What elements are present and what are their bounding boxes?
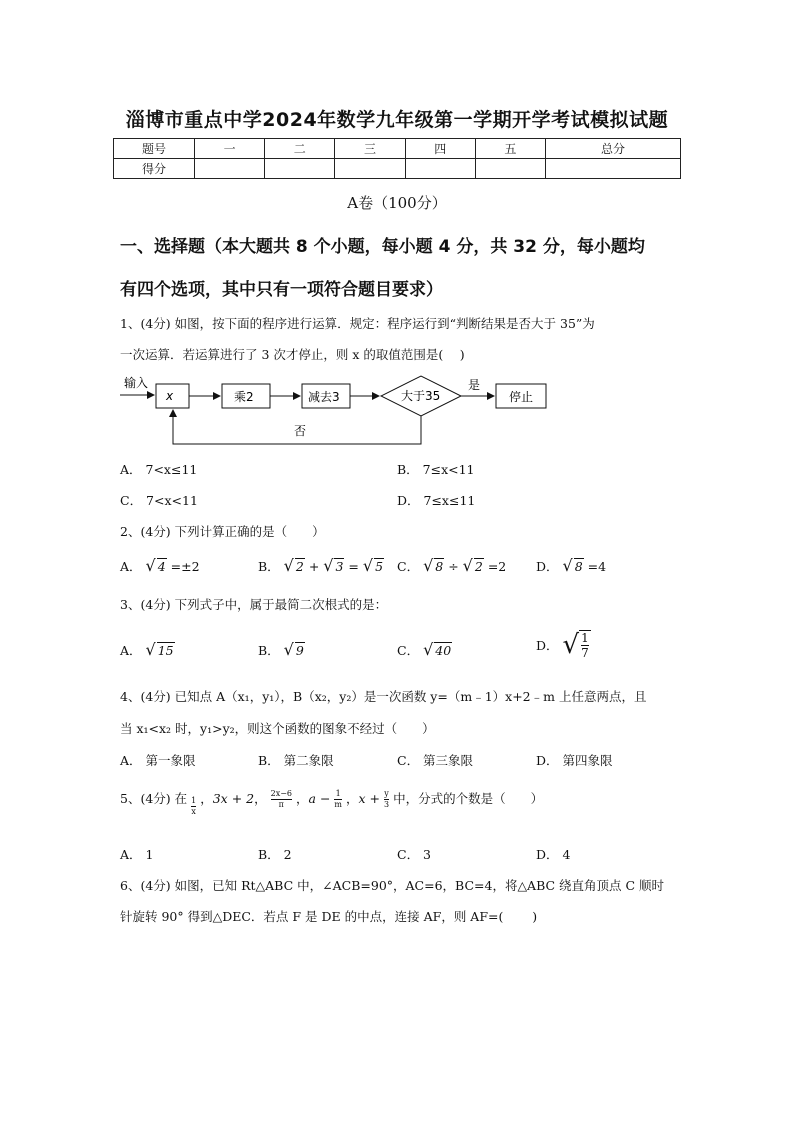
q5-fraction-3 [271, 789, 292, 810]
q1-flowchart [118, 372, 558, 448]
q3-option-a[interactable]: A． √ 15 [120, 640, 174, 659]
q3-a-radicand: 15 [157, 643, 174, 658]
q2-c-radicand2: 2 [474, 559, 483, 574]
q4-option-d[interactable]: D． 第四象限 [536, 753, 613, 768]
q5-f3-num: 2x−6 [270, 789, 293, 798]
q5-prefix: 5、(4分) 在 [120, 791, 188, 806]
q5-option-b[interactable]: B． 2 [258, 847, 292, 862]
q3-option-b[interactable]: B． √ 9 [258, 640, 304, 659]
q2-b-plus: + [308, 559, 320, 574]
score-table-score-row [114, 159, 681, 179]
q5-f1-num: 1 [191, 796, 197, 805]
q2-b-radicand1: 2 [295, 559, 304, 574]
q5-f3-den: π [278, 800, 284, 809]
q2-option-c[interactable]: C． √ 8 ÷ √ 2 =2 [397, 556, 507, 575]
score-header-cell: 五 [475, 139, 545, 159]
q3-d-denominator: 7 [581, 646, 589, 660]
q5-fraction-4 [334, 789, 342, 810]
q2-option-d[interactable]: D． √ 8 =4 [536, 556, 607, 575]
flow-box-x-label: x [166, 389, 174, 403]
q1-stem-line1: 1、(4分) 如图，按下面的程序进行运算．规定：程序运行到“判断结果是否大于 35”为 [120, 316, 595, 331]
score-cell[interactable] [475, 159, 545, 179]
q2-d-label: D． [536, 559, 559, 574]
score-table-header-row [114, 139, 681, 159]
score-header-cell: 一 [195, 139, 265, 159]
q2-a-rest: =±2 [170, 559, 200, 574]
q2-stem: 2、(4分) 下列计算正确的是（ ） [120, 524, 325, 539]
q2-c-rest: =2 [487, 559, 507, 574]
q2-a-label: A． [120, 559, 142, 574]
q5-expr-5: x + [358, 791, 380, 806]
q2-b-radicand2: 3 [335, 559, 344, 574]
q5-f5-den: 3 [383, 800, 390, 809]
flow-box-sub-label: 减去3 [308, 390, 340, 404]
q3-d-label: D． [536, 638, 559, 653]
q5-f4-den: m [334, 800, 342, 809]
q4-option-a[interactable]: A． 第一象限 [120, 753, 196, 768]
q2-d-rest: =4 [587, 559, 607, 574]
q3-a-label: A． [120, 643, 142, 658]
score-cell[interactable] [405, 159, 475, 179]
q2-c-radicand1: 8 [435, 559, 444, 574]
score-cell[interactable] [265, 159, 335, 179]
q4-option-b[interactable]: B． 第二象限 [258, 753, 334, 768]
q5-expr-2: 3x + 2 [212, 791, 255, 806]
q5-f5-num: y [384, 789, 389, 798]
q3-d-numerator: 1 [581, 631, 589, 645]
score-cell[interactable] [546, 159, 681, 179]
q2-b-radicand3: 5 [375, 559, 384, 574]
q2-option-a[interactable]: A． √ 4 =±2 [120, 556, 200, 575]
q5-f4-num: 1 [335, 789, 341, 798]
exam-title: 淄博市重点中学2024年数学九年级第一学期开学考试模拟试题 [125, 109, 669, 131]
score-header-cell: 题号 [114, 139, 195, 159]
q3-option-c[interactable]: C． √ 40 [397, 640, 452, 659]
q3-c-radicand: 40 [435, 643, 452, 658]
flow-no-label: 否 [294, 424, 307, 438]
q3-option-d[interactable]: D． √ $\frac{1}{7}$ [536, 630, 589, 660]
part1-heading-line2: 有四个选项，其中只有一项符合题目要求） [120, 280, 443, 300]
q6-stem-line1: 6、(4分) 如图，已知 Rt△ABC 中，∠ACB=90°，AC=6，BC=4，将△ABC 绕直角顶点 C 顺时 [120, 878, 665, 893]
score-header-cell: 三 [335, 139, 405, 159]
section-a-heading: A卷（100分） [347, 194, 447, 212]
flow-box-mul-label: 乘2 [234, 390, 254, 404]
q1-option-a[interactable]: A． 7<x≤11 [120, 462, 198, 477]
q4-stem-line2: 当 x₁<x₂ 时，y₁>y₂，则这个函数的图象不经过（ ） [120, 721, 435, 736]
part1-heading-line1: 一、选择题（本大题共 8 个小题，每小题 4 分，共 32 分，每小题均 [120, 237, 645, 257]
q2-b-label: B． [258, 559, 280, 574]
flow-input-label: 输入 [124, 376, 149, 390]
q2-a-radicand: 4 [157, 559, 166, 574]
flow-yes-label: 是 [468, 378, 481, 392]
score-table [113, 138, 681, 179]
q5-fraction-5 [384, 789, 389, 810]
q3-b-radicand: 9 [295, 643, 304, 658]
q5-expr-4: a − [308, 791, 331, 806]
q5-suffix: 中，分式的个数是（ ） [393, 791, 544, 806]
q5-fraction-1 [191, 796, 196, 817]
score-cell[interactable] [335, 159, 405, 179]
q3-c-label: C． [397, 643, 420, 658]
q5-option-a[interactable]: A． 1 [120, 847, 154, 862]
q1-stem-line2: 一次运算．若运算进行了 3 次才停止，则 x 的取值范围是( ) [120, 347, 465, 362]
score-row-label: 得分 [114, 159, 195, 179]
q2-option-b[interactable]: B． √ 2 + √ 3 = √ 5 [258, 556, 384, 575]
flow-diamond-label: 大于35 [401, 389, 441, 403]
score-header-cell: 二 [265, 139, 335, 159]
q5-option-c[interactable]: C． 3 [397, 847, 431, 862]
flow-box-stop-label: 停止 [509, 390, 534, 404]
q1-option-b[interactable]: B． 7≤x<11 [397, 462, 475, 477]
score-header-cell: 总分 [546, 139, 681, 159]
q1-option-d[interactable]: D． 7≤x≤11 [397, 493, 476, 508]
q2-d-radicand: 8 [574, 559, 583, 574]
q4-stem-line1: 4、(4分) 已知点 A（x₁，y₁），B（x₂，y₂）是一次函数 y=（m﹣1）x+2﹣m 上任意两点，且 [120, 689, 647, 704]
q6-stem-line2: 针旋转 90° 得到△DEC．若点 F 是 DE 的中点，连接 AF，则 AF=( ) [120, 909, 538, 924]
q5-f1-den: x [191, 807, 196, 816]
q5-option-d[interactable]: D． 4 [536, 847, 571, 862]
q2-c-div: ÷ [448, 559, 459, 574]
q2-b-eq: = [348, 559, 359, 574]
q3-b-label: B． [258, 643, 280, 658]
q2-c-label: C． [397, 559, 420, 574]
q1-option-c[interactable]: C． 7<x<11 [120, 493, 198, 508]
q4-option-c[interactable]: C． 第三象限 [397, 753, 474, 768]
score-header-cell: 四 [405, 139, 475, 159]
q5-stem: 5、(4分) 在 $\frac{1}{x}$ ，3x + 2， $\frac{2x-6}{\pi}$ ，a − $\frac{1}{m}$ ，x + $\frac{y}{3}$ 中，分式的个数是（ ） [120, 789, 544, 816]
q3-stem: 3、(4分) 下列式子中，属于最简二次根式的是： [120, 597, 388, 612]
score-cell[interactable] [195, 159, 265, 179]
